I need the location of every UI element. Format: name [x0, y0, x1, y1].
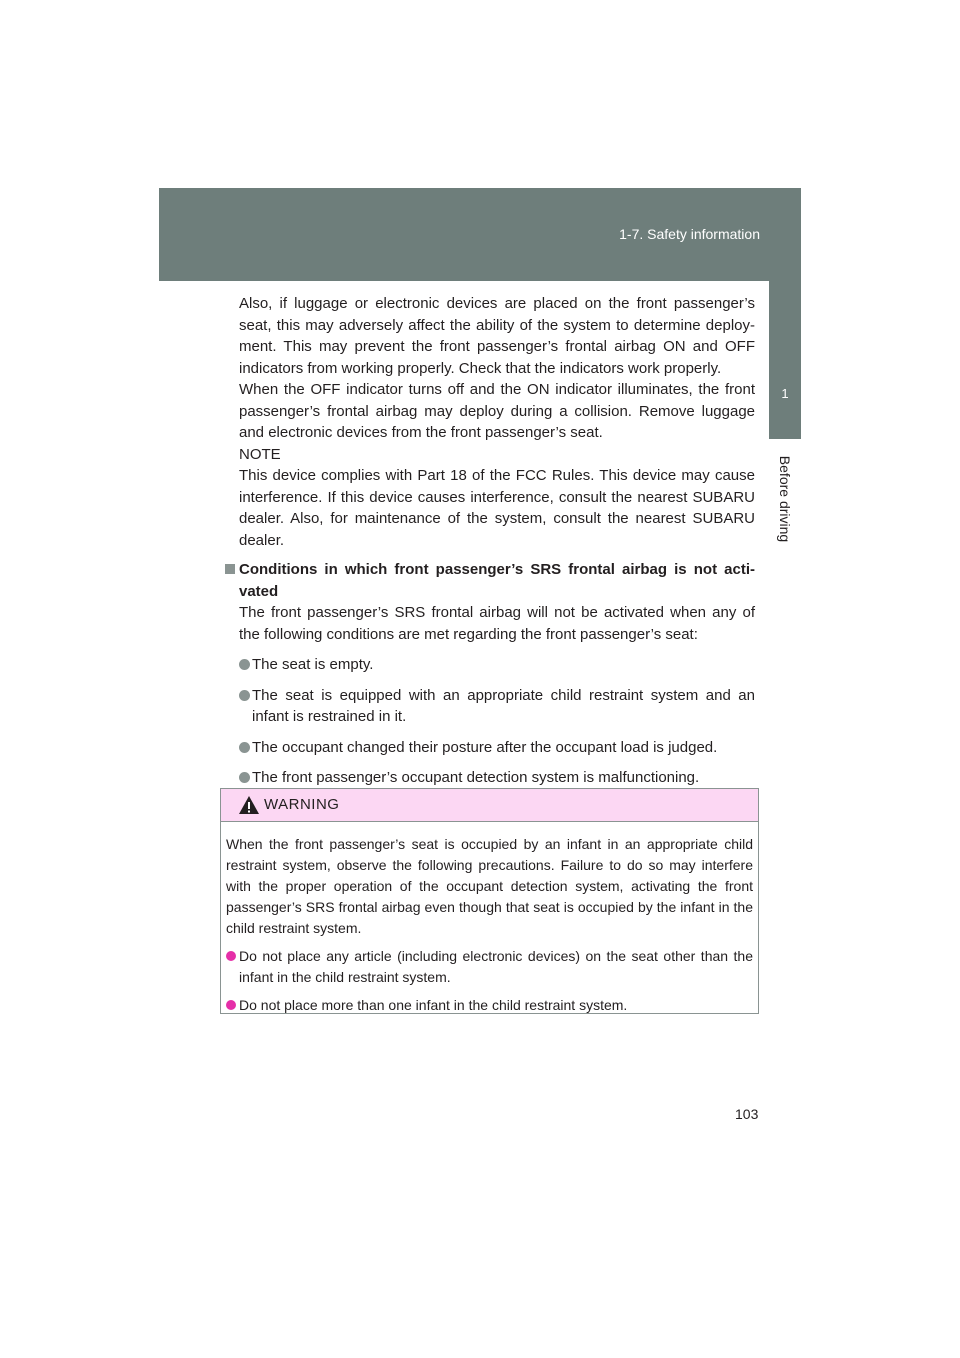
list-item: [239, 767, 755, 789]
chapter-number: 1: [781, 386, 789, 401]
conditions-intro: The front passenger’s SRS frontal airbag will not be activated when any of the following conditions are met regarding the front passenger’s seat:: [239, 604, 755, 643]
list-item-text: The seat is equipped with an appropriate child restraint system and an infant is restrained in it.: [252, 686, 755, 725]
warning-item-text: Do not place any article (including electronic devices) on the seat other than the infant in the child restraint system.: [239, 948, 753, 985]
bullet-dot-icon: [239, 690, 250, 701]
off-indicator-paragraph: When the OFF indicator turns off and the ON indicator illuminates, the front passenger’s frontal airbag may deploy during a collision. Remove luggage and electronic devices from the front passenger’s seat.: [239, 381, 755, 441]
luggage-paragraph: Also, if luggage or electronic devices are placed on the front passenger’s seat, this may adversely affect the ability of the system to determine deploy-ment. This may prevent the front passenger’s frontal airbag ON and OFF indicators from working properly. Check that the indicators work properly.: [239, 295, 755, 377]
conditions-heading-text: Conditions in which front passenger’s SRS frontal airbag is not acti-vated: [239, 561, 755, 600]
bullet-dot-icon: [239, 659, 250, 670]
section-header-band: [159, 188, 801, 281]
list-item-text: The occupant changed their posture after the occupant load is judged.: [252, 738, 718, 756]
warning-header: [221, 789, 758, 822]
chapter-tab: [769, 281, 801, 439]
pink-bullet-icon: [226, 951, 236, 961]
bullet-dot-icon: [239, 772, 250, 783]
warning-label: WARNING: [264, 796, 340, 813]
page-number: 103: [735, 1106, 759, 1122]
note-label: NOTE: [239, 445, 281, 463]
main-content: [224, 293, 755, 789]
list-item: [239, 654, 755, 676]
chapter-label: Before driving: [777, 455, 793, 543]
bullet-dot-icon: [239, 742, 250, 753]
list-item: [239, 685, 755, 728]
warning-body: [221, 822, 758, 1016]
list-item-text: The seat is empty.: [252, 656, 374, 673]
square-bullet-icon: [225, 564, 235, 574]
section-title: 1-7. Safety information: [619, 226, 760, 242]
list-item-text: The front passenger’s occupant detection system is malfunctioning.: [252, 769, 700, 786]
list-item: [239, 737, 755, 759]
pink-bullet-icon: [226, 1000, 236, 1010]
warning-item: [226, 946, 753, 988]
warning-box: [220, 788, 759, 1014]
note-text: This device complies with Part 18 of the FCC Rules. This device may cause interference. If this device causes interference, consult the nearest SUBARU dealer. Also, for maintenance of the system, consult the nearest SUBARU dealer.: [239, 467, 755, 549]
chapter-label-tab: [769, 439, 801, 559]
warning-item: [226, 995, 753, 1016]
warning-item-text: Do not place more than one infant in the child restraint system.: [239, 997, 628, 1013]
conditions-heading: [224, 559, 755, 602]
warning-text: When the front passenger’s seat is occupied by an infant in an appropriate child restraint system, observe the following precautions. Failure to do so may interfere with the proper operation of the occupant detection system, activating the front passenger’s SRS frontal airbag even though that seat is occupied by the infant in the child restraint system.: [226, 836, 753, 936]
warning-triangle-icon: [238, 795, 260, 815]
